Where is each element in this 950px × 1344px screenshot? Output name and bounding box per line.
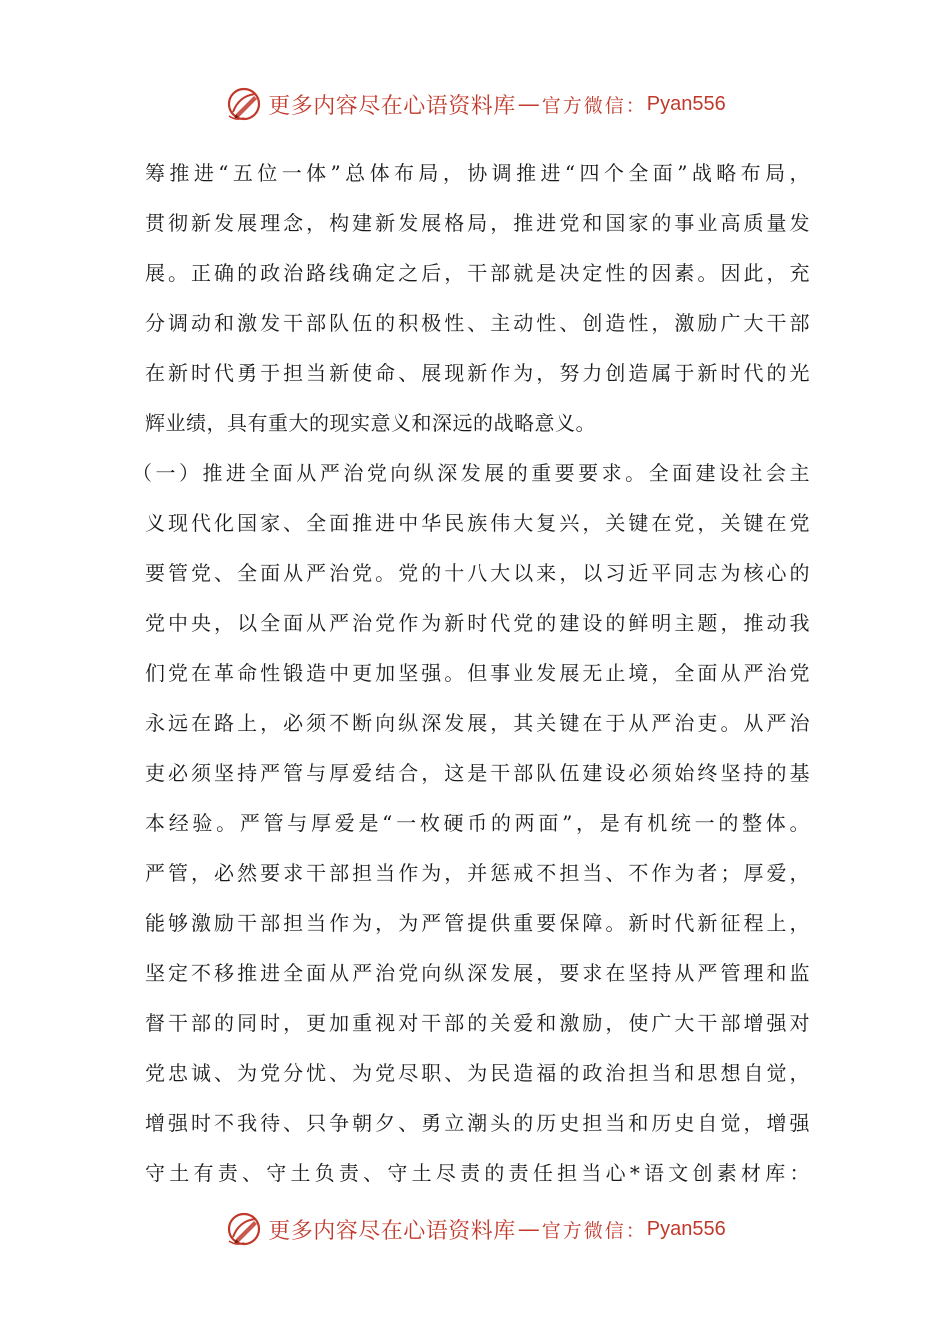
text-line: 分调动和激发干部队伍的积极性、主动性、创造性，激励广大干部: [145, 311, 810, 335]
header-wechat-id: Pyan556: [646, 92, 726, 115]
footer-title: 更多内容尽在心语资料库: [268, 1218, 516, 1244]
footer-label: 官方微信：: [541, 1219, 647, 1242]
header-title: 更多内容尽在心语资料库: [268, 93, 516, 119]
text-line: 贯彻新发展理念，构建新发展格局，推进党和国家的事业高质量发: [145, 211, 810, 235]
text-line: 坚定不移推进全面从严治党向纵深发展，要求在坚持从严管理和监: [145, 961, 810, 985]
text-line: 增强时不我待、只争朝夕、勇立潮头的历史担当和历史自觉，增强: [145, 1111, 810, 1135]
body-text: [132, 148, 810, 1198]
footer-wechat-id: Pyan556: [646, 1217, 726, 1240]
footer-watermark: [0, 1207, 950, 1251]
text-line: 辉业绩，具有重大的现实意义和深远的战略意义。: [145, 411, 596, 435]
text-line: 在新时代勇于担当新使命、展现新作为，努力创造属于新时代的光: [145, 361, 810, 385]
text-line: 守土有责、守土负责、守土尽责的责任担当心*语文创素材库：: [145, 1161, 810, 1185]
text-line: 吏必须坚持严管与厚爱结合，这是干部队伍建设必须始终坚持的基: [145, 761, 810, 785]
header-watermark: [0, 82, 950, 126]
header-label: 官方微信：: [541, 94, 647, 117]
text-line: 展。正确的政治路线确定之后，干部就是决定性的因素。因此，充: [145, 261, 810, 285]
text-line: 能够激励干部担当作为，为严管提供重要保障。新时代新征程上，: [145, 911, 810, 935]
header-dash: —: [517, 91, 540, 117]
text-line: 督干部的同时，更加重视对干部的关爱和激励，使广大干部增强对: [145, 1011, 810, 1035]
section-heading-line: （一）推进全面从严治党向纵深发展的重要要求。全面建设社会主: [132, 461, 810, 485]
text-line: 严管，必然要求干部担当作为，并惩戒不担当、不作为者；厚爱，: [145, 861, 810, 885]
pen-logo-icon: [224, 84, 264, 124]
text-line: 要管党、全面从严治党。党的十八大以来，以习近平同志为核心的: [145, 561, 810, 585]
text-line: 党中央，以全面从严治党作为新时代党的建设的鲜明主题，推动我: [145, 611, 810, 635]
text-line: 义现代化国家、全面推进中华民族伟大复兴，关键在党，关键在党: [145, 511, 810, 535]
text-line: 筹推进“五位一体”总体布局，协调推进“四个全面”战略布局，: [145, 161, 810, 185]
footer-dash: —: [517, 1216, 540, 1242]
text-line: 永远在路上，必须不断向纵深发展，其关键在于从严治吏。从严治: [145, 711, 810, 735]
pen-logo-icon: [224, 1209, 264, 1249]
text-line: 们党在革命性锻造中更加坚强。但事业发展无止境，全面从严治党: [145, 661, 810, 685]
text-line: 本经验。严管与厚爱是“一枚硬币的两面”，是有机统一的整体。: [145, 811, 810, 835]
text-line: 党忠诚、为党分忧、为党尽职、为民造福的政治担当和思想自觉，: [145, 1061, 810, 1085]
